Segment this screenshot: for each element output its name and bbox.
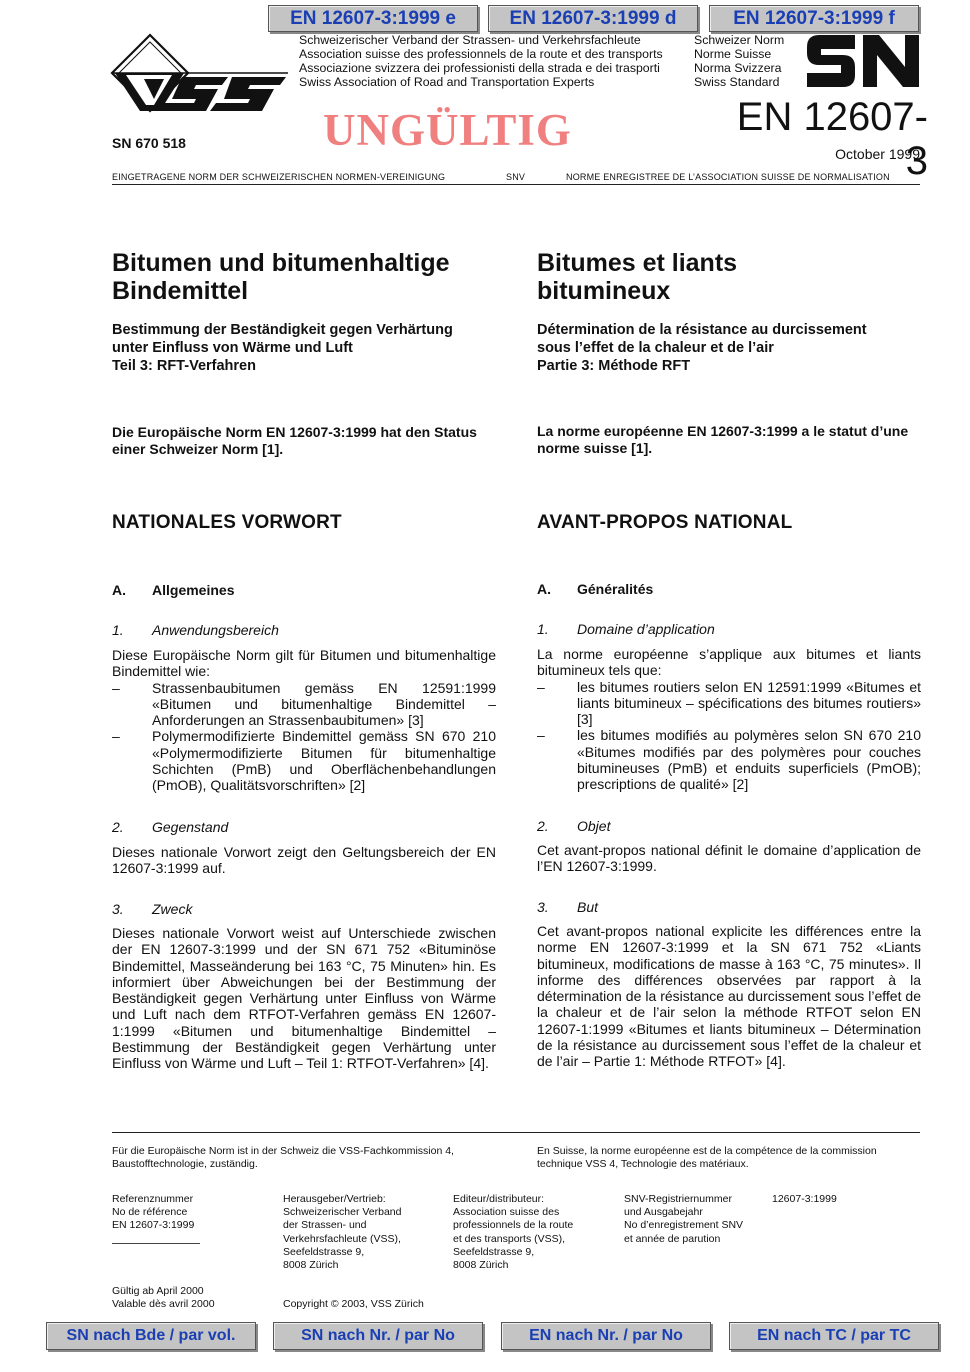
footer-note-de: Für die Europäische Norm ist in der Schweiz die VSS-Fachkommission 4, Baustofftechnologie, zuständig. [112,1145,454,1171]
de-title-line: Bitumen und bitumenhaltige [112,249,450,277]
de-subsection-3-body: Dieses nationale Vorwort weist auf Unterschiede zwischen der EN 12607-3:1999 und der SN 671 752 «Bituminöse Bindemittel, Masseänderung bei 163 °C, 75 Minuten» hin. Es informiert über Abweichungen bei der Bestimmung der Beständigkeit gegen Verhärtung unter Einfluss von Wärme und Luft nach dem RTFOT-Verfahren gemäss EN 12607-1:1999 «Bitumen und bitumenhaltige Bindemittel – Bestimmung der Beständigkeit gegen Verhärtung unter Einfluss von Wärme und Luft – Teil 1: RTFOT-Verfahren» [4]. [112,925,496,1072]
reference-number-block [112,1193,272,1233]
fr-section-a-heading [537,581,653,597]
fr-title-line: Bitumes et liants [537,249,738,277]
sn-label: Norma Svizzera [694,61,782,75]
fr-subsection-2-heading [537,818,610,834]
list-item-text: les bitumes routiers selon EN 12591:1999 «Bitumes et liants bitumineux – spécifications des bitumes routiers» [3] [577,678,921,728]
registry-line: SNV-Registriernummer [624,1193,732,1205]
publisher-line: et des transports (VSS), [453,1232,566,1245]
swiss-standard-labels [694,33,804,89]
section-title: Généralités [577,581,654,597]
subsection-number: 3. [537,899,549,915]
footer-divider [112,1132,920,1133]
ref-line: EN 12607-3:1999 [112,1219,195,1232]
fr-subsection-3-heading [537,899,598,915]
de-status: Die Europäische Norm EN 12607-3:1999 hat den Status einer Schweizer Norm [1]. [112,424,477,457]
fr-subsection-2-body: Cet avant-propos national définit le domaine d’application de l’EN 12607-3:1999. [537,842,921,875]
publisher-line: Association suisse des [453,1206,560,1219]
subsection-title: Gegenstand [152,819,229,835]
fr-subtitle-line: Détermination de la résistance au durcissement [537,322,867,338]
registry-mid: SNV [506,172,526,182]
nav-sn-by-volume[interactable]: SN nach Bde / par vol. [46,1322,256,1350]
publisher-fr-block [453,1193,618,1272]
de-foreword-heading: NATIONALES VORWORT [112,512,342,533]
subsection-number: 1. [112,622,124,638]
publisher-line: Verkehrsfachleute (VSS), [283,1232,401,1245]
nav-en-by-tc[interactable]: EN nach TC / par TC [729,1322,939,1350]
subsection-title: Zweck [152,901,193,917]
ref-line: No de référence [112,1206,188,1219]
sn-label: Swiss Standard [694,75,780,89]
body-paragraph: La norme européenne s’applique aux bitumes et liants bitumineux tels que: [537,646,921,679]
publisher-line: 8008 Zürich [453,1259,509,1272]
fr-subsection-3-body: Cet avant-propos national explicite les différences entre la norme EN 12607-3:1999 et la SN 671 752 «Liants bitumineux, modifications de masse à 163 °C, 75 minutes». Il informe des différences observées par rapport à la détermination de la résistance au durcissement sous l’effet de la chaleur et de l’air selon la méthode RTFOT selon EN 12607-1:1999 «Bitumes et liants bitumineux – Détermination de la résistance au durcissement sous l’effet de la chaleur et de l’air – Partie 1: Méthode RTFOT» [4]. [537,923,921,1070]
assoc-line: Associazione svizzera dei professionisti della strada e dei trasporti [299,61,660,75]
fr-status: La norme européenne EN 12607-3:1999 a le statut d’une norme suisse [1]. [537,423,909,456]
fr-title-line: bitumineux [537,277,671,305]
publisher-line: der Strassen- und [283,1219,367,1232]
snv-registry-number: 12607-3:1999 [772,1193,837,1205]
german-column [112,249,496,375]
section-number: A. [112,582,126,598]
subsection-title: Anwendungsbereich [152,622,279,638]
publisher-line: Schweizerischer Verband [283,1206,402,1219]
subsection-number: 2. [537,818,549,834]
publisher-line: professionnels de la route [453,1219,574,1232]
de-subsection-1-body [112,647,496,794]
list-item-text: Strassenbaubitumen gemäss EN 12591:1999 «Bitumen und bitumenhaltige Bindemittel – Anforderungen an Strassenbaubitumen» [3] [152,679,496,729]
subsection-number: 1. [537,621,549,637]
publisher-de-block [283,1193,443,1272]
reference-underline [112,1243,200,1244]
sn-label: Schweizer Norm [694,33,785,47]
snv-registry-block [624,1193,769,1246]
subsection-title: But [577,899,599,915]
subsection-number: 3. [112,901,124,917]
fr-subtitle-line: sous l’effet de la chaleur et de l’air [537,340,774,356]
de-subsection-1-heading [112,622,279,638]
copyright: Copyright © 2003, VSS Zürich [283,1298,424,1310]
association-names [299,33,694,89]
section-number: A. [537,581,551,597]
subsection-number: 2. [112,819,124,835]
publisher-line: Seefeldstrasse 9, [283,1245,365,1258]
standard-number: EN 12607-3 [736,95,928,183]
registry-left: EINGETRAGENE NORM DER SCHWEIZERISCHEN NORMEN-VEREINIGUNG [112,172,446,182]
footer-note-fr: En Suisse, la norme européenne est de la compétence de la commission technique VSS 4, Technologie des matériaux. [537,1145,877,1171]
validity-line: Gültig ab April 2000 [112,1285,204,1297]
link-en-12607-3-german[interactable]: EN 12607-3:1999 d [488,5,698,32]
sn-logo-icon [805,33,921,89]
de-title-line: Bindemittel [112,277,249,305]
publisher-line: Seefeldstrasse 9, [453,1245,535,1258]
de-section-a-heading [112,582,234,598]
sn-number: SN 670 518 [112,135,186,151]
header-divider [112,184,920,185]
validity-line: Valable dès avril 2000 [112,1298,215,1311]
de-subtitle-line: unter Einfluss von Wärme und Luft [112,340,353,356]
de-subsection-2-body: Dieses nationale Vorwort zeigt den Geltungsbereich der EN 12607-3:1999 auf. [112,844,496,877]
publisher-line: Editeur/distributeur: [453,1193,545,1205]
list-item: – Polymermodifizierte Bindemittel gemäss SN 670 210 «Polymermodifizierte Bitumen für bitumenhaltige Schichten (PmB) und Oberflächenbehandlungen (PmOB), Qualitätsvorschriften» [2] [112,728,496,794]
list-item: – Strassenbaubitumen gemäss EN 12591:1999 «Bitumen und bitumenhaltige Bindemittel – Anforderungen an Strassenbaubitumen» [3] [112,679,496,729]
fr-subtitle-line: Partie 3: Méthode RFT [537,358,691,374]
nav-sn-by-number[interactable]: SN nach Nr. / par No [273,1322,483,1350]
registry-line: No d’enregistrement SNV [624,1219,744,1232]
list-item: – les bitumes modifiés au polymères selon SN 670 210 «Bitumes modifiés par des polymères pour couches bitumineuses (PmB) et enduits superficiels (PmOB); prescriptions de qualité» [2] [537,727,921,793]
de-subtitle-line: Bestimmung der Beständigkeit gegen Verhärtung [112,322,453,338]
list-item-text: Polymermodifizierte Bindemittel gemäss SN 670 210 «Polymermodifizierte Bitumen für bitumenhaltige Schichten (PmB) und Oberflächenbehandlungen (PmOB), Qualitätsvorschriften» [2] [152,728,496,794]
vss-logo-icon [110,33,290,117]
body-paragraph: Diese Europäische Norm gilt für Bitumen und bitumenhaltige Bindemittel wie: [112,647,496,680]
de-subtitle-line: Teil 3: RFT-Verfahren [112,358,256,374]
fr-subsection-1-heading [537,621,715,637]
list-item-text: les bitumes modifiés au polymères selon SN 670 210 «Bitumes modifiés par des polymères pour couches bitumineuses (PmB) et enduits superficiels (PmOB); prescriptions de qualité» [2] [577,727,921,793]
subsection-title: Objet [577,818,611,834]
registry-right: NORME ENREGISTREE DE L’ASSOCIATION SUISSE DE NORMALISATION [566,172,890,182]
invalid-stamp: UNGÜLTIG [323,105,572,155]
standard-date: October 1999 [835,146,920,162]
subsection-title: Domaine d’application [577,621,715,637]
nav-en-by-number[interactable]: EN nach Nr. / par No [501,1322,711,1350]
publisher-line: 8008 Zürich [283,1259,339,1272]
registry-line: et année de parution [624,1232,721,1245]
french-column [537,249,921,375]
fr-subsection-1-body [537,646,921,793]
de-subsection-2-heading [112,819,228,835]
validity-block [112,1285,277,1311]
publisher-line: Herausgeber/Vertrieb: [283,1193,386,1205]
section-title: Allgemeines [152,582,235,598]
assoc-line: Association suisse des professionnels de la route et des transports [299,47,663,61]
assoc-line: Swiss Association of Road and Transportation Experts [299,75,595,89]
de-subsection-3-heading [112,901,192,917]
link-en-12607-3-english[interactable]: EN 12607-3:1999 e [268,5,478,32]
assoc-line: Schweizerischer Verband der Strassen- und Verkehrsfachleute [299,33,641,47]
sn-label: Norme Suisse [694,47,772,61]
fr-foreword-heading: AVANT-PROPOS NATIONAL [537,512,793,533]
list-item: – les bitumes routiers selon EN 12591:1999 «Bitumes et liants bitumineux – spécifications des bitumes routiers» [3] [537,678,921,728]
registry-line: und Ausgabejahr [624,1206,703,1219]
ref-line: Referenznummer [112,1193,194,1205]
link-en-12607-3-french[interactable]: EN 12607-3:1999 f [709,5,919,32]
